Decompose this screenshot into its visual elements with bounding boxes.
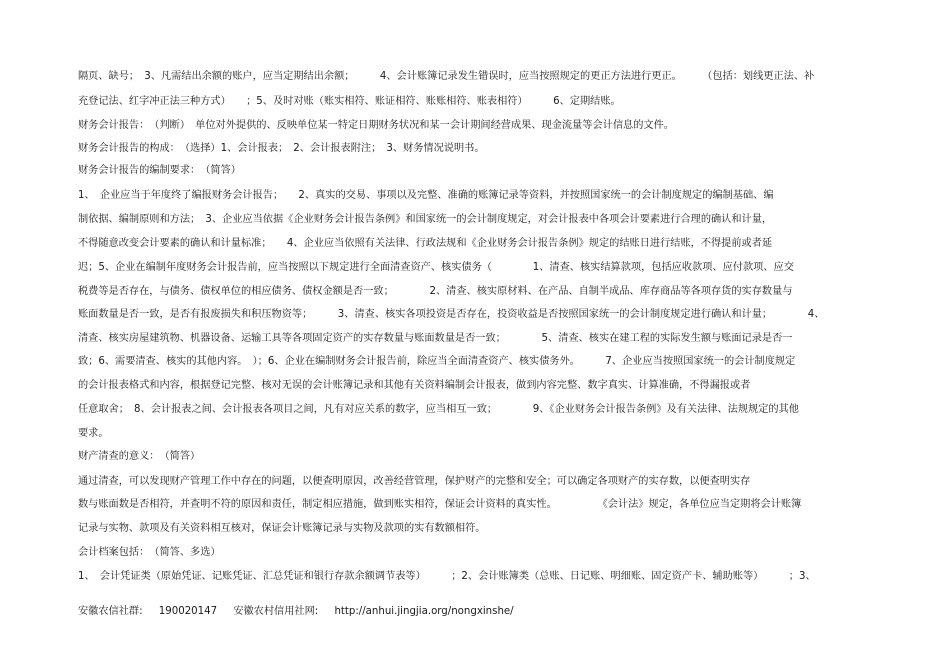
text-line: 通过清查，可以发现财产管理工作中存在的问题，以便查明原因，改善经营管理，保护财产的完整和安全；可以确定各项财产的实存数，以便查明实存 <box>78 476 751 487</box>
text-line: 1、 会计凭证类（原始凭证、记账凭证、汇总凭证和银行存款余额调节表等） ；2、会计账簿类（总账、日记账、明细账、固定资产卡、辅助账等） ；3、 <box>78 571 816 582</box>
text-line: 迟；5、企业在编制年度财务会计报告前，应当按照以下规定进行全面清查资产、核实债务（ 1、清查、核实结算款项，包括应收款项、应付款项、应交 <box>78 262 794 273</box>
text-line: 要求。 <box>78 428 109 439</box>
footer-website-link[interactable]: http://anhui.jingjia.org/nongxinshe/ <box>334 606 514 617</box>
text-line: 税费等是否存在，与债务、债权单位的相应债务、债权金额是否一致； 2、清查、核实原材料、在产品、自制半成品、库存商品等各项存货的实存数量与 <box>78 286 793 297</box>
text-line: 数与账面数是否相符，并查明不符的原因和责任，制定相应措施，做到账实相符，保证会计资料的真实性。 《会计法》规定，各单位应当定期将会计账簿 <box>78 499 802 510</box>
text-line: 财务会计报告的编制要求： （简答） <box>78 165 241 176</box>
text-line: 财务会计报告的构成： （选择）1、会计报表； 2、会计报表附注； 3、财务情况说明书。 <box>78 143 485 154</box>
text-line: 财务会计报告： （判断） 单位对外提供的、反映单位某一特定日期财务状况和某一会计期间经营成果、现金流量等会计信息的文件。 <box>78 120 674 131</box>
text-line: 不得随意改变会计要素的确认和计量标准； 4、企业应当依照有关法律、行政法规和《企业财务会计报告条例》规定的结账日进行结账，不得提前或者延 <box>78 238 773 249</box>
footer-label-group: 安徽农信社群: <box>78 606 143 617</box>
text-line: 账面数量是否一致，是否有报废损失和积压物资等； 3、清查、核实各项投资是否存在，投资收益是否按照国家统一的会计制度规定进行确认和计量； 4、 <box>78 309 825 320</box>
text-line: 清查、核实房屋建筑物、机器设备、运输工具等各项固定资产的实存数量与账面数量是否一致； 5、清查、核实在建工程的实际发生额与账面记录是否一 <box>78 333 793 344</box>
text-line: 的会计报表格式和内容，根据登记完整、核对无误的会计账簿记录和其他有关资料编制会计报表，做到内容完整、数字真实、计算准确，不得漏报或者 <box>78 380 751 391</box>
text-line: 隔页、缺号； 3、凡需结出余额的账户，应当定期结出余额； 4、会计账簿记录发生错误时，应当按照规定的更正方法进行更正。 （包括：划线更正法、补 <box>78 71 815 82</box>
text-line: 1、 企业应当于年度终了编报财务会计报告； 2、真实的交易、事项以及完整、准确的账簿记录等资料，并按照国家统一的会计制度规定的编制基础、编 <box>78 190 774 201</box>
text-line: 致；6、需要清查、核实的其他内容。 ）；6、企业在编制财务会计报告前，除应当全面清查资产、核实债务外。 7、企业应当按照国家统一的会计制度规定 <box>78 356 796 367</box>
footer-group-number: 190020147 <box>158 606 218 617</box>
text-line: 记录与实物、款项及有关资料相互核对，保证会计账簿记录与实物及款项的实有数额相符。 <box>78 523 486 534</box>
text-line: 任意取舍； 8、会计报表之间、会计报表各项目之间，凡有对应关系的数字，应当相互一致； 9、《企业财务会计报告条例》及有关法律、法规规定的其他 <box>78 404 799 415</box>
text-line: 会计档案包括： （简答、多选） <box>78 547 221 558</box>
text-line: 财产清查的意义： （简答） <box>78 451 201 462</box>
page-footer <box>78 605 514 619</box>
text-line: 充登记法、红字冲正法三种方式） ；5、及时对账（账实相符、账证相符、账账相符、账表相符） 6、定期结账。 <box>78 96 621 107</box>
text-line: 制依据、编制原则和方法； 3、企业应当依据《企业财务会计报告条例》和国家统一的会计制度规定，对会计报表中各项会计要素进行合理的确认和计量， <box>78 214 773 225</box>
footer-label-website: 安徽农村信用社网: <box>233 606 319 617</box>
